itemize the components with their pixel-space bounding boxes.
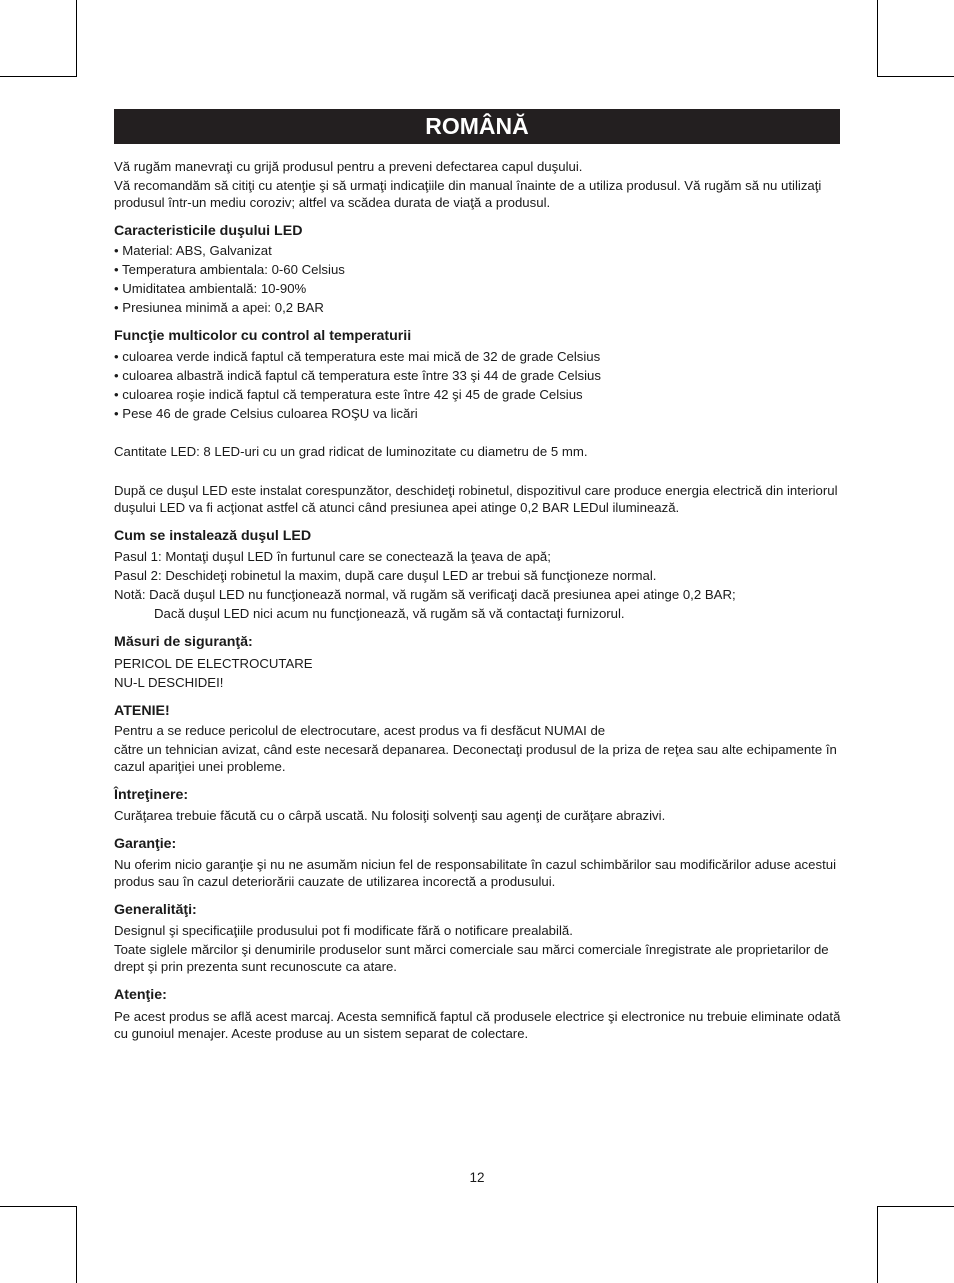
body-paragraph: Pe acest produs se află acest marcaj. Acesta semnifică faptul că produsele electrice şi electronice nu trebuie eliminate odată cu gunoiul menajer. Aceste produse au un sistem separat de colectare. bbox=[114, 1009, 841, 1041]
install-note: Dacă duşul LED nici acum nu funcţionează, vă rugăm să vă contactaţi furnizorul. bbox=[154, 606, 625, 621]
section-heading: Funcţie multicolor cu control al temperaturii bbox=[114, 328, 412, 344]
list-item: • Presiunea minimă a apei: 0,2 BAR bbox=[114, 300, 324, 315]
list-item: • Umiditatea ambientală: 10-90% bbox=[114, 281, 307, 296]
crop-mark bbox=[76, 0, 77, 76]
list-item: • Material: ABS, Galvanizat bbox=[114, 243, 272, 258]
body-paragraph: către un tehnician avizat, când este necesară depanarea. Deconectaţi produsul de la priza de reţea sau alte echipamente în cazul apariţiei unei probleme. bbox=[114, 742, 837, 774]
list-item: • culoarea albastră indică faptul că temperatura este între 33 şi 44 de grade Celsius bbox=[114, 368, 601, 383]
crop-mark bbox=[76, 1206, 77, 1283]
crop-mark bbox=[877, 1206, 954, 1207]
body-paragraph: Nu oferim nicio garanţie şi nu ne asumăm niciun fel de responsabilitate în cazul schimbărilor sau modificărilor aduse acestui produs sau în cazul deteriorării cauzate de utilizarea incorectă a produsului. bbox=[114, 857, 837, 889]
body-paragraph: Designul şi specificaţiile produsului pot fi modificate fără o notificare prealabilă. bbox=[114, 923, 573, 938]
language-header: ROMÂNĂ bbox=[114, 109, 840, 144]
section-heading: Măsuri de siguranţă: bbox=[114, 634, 253, 650]
install-step: Pasul 1: Montaţi duşul LED în furtunul care se conectează la ţeava de apă; bbox=[114, 549, 551, 564]
led-quantity: Cantitate LED: 8 LED-uri cu un grad ridicat de luminozitate cu diametru de 5 mm. bbox=[114, 444, 588, 459]
section-heading: Cum se instalează duşul LED bbox=[114, 528, 312, 544]
install-step: Pasul 2: Deschideţi robinetul la maxim, după care duşul LED ar trebui să funcţioneze normal. bbox=[114, 568, 657, 583]
intro-paragraph: Vă recomandăm să citiţi cu atenţie şi să urmaţi indicaţiile din manual înainte de a utiliza produsul. Vă rugăm să nu utilizaţi produsul într-un mediu coroziv; altfel va scădea durata de viaţă a produsul. bbox=[114, 178, 822, 210]
section-heading: Garanţie: bbox=[114, 836, 177, 852]
install-note: Notă: Dacă duşul LED nu funcţionează normal, vă rugăm să verificaţi dacă presiunea apei atinge 0,2 BAR; bbox=[114, 587, 736, 602]
section-heading: Caracteristicile duşului LED bbox=[114, 223, 303, 239]
section-heading: Atenţie: bbox=[114, 987, 167, 1003]
list-item: • culoarea verde indică faptul că temperatura este mai mică de 32 de grade Celsius bbox=[114, 349, 601, 364]
page-number: 12 bbox=[469, 1170, 485, 1185]
intro-paragraph: Vă rugăm manevraţi cu grijă produsul pentru a preveni defectarea capul duşului. bbox=[114, 159, 583, 174]
body-paragraph: Pentru a se reduce pericolul de electrocutare, acest produs va fi desfăcut NUMAI de bbox=[114, 723, 606, 738]
list-item: • Pese 46 de grade Celsius culoarea ROŞU va licări bbox=[114, 406, 418, 421]
section-heading: Întreţinere: bbox=[114, 787, 189, 803]
section-heading: Generalităţi: bbox=[114, 902, 197, 918]
crop-mark bbox=[877, 0, 878, 76]
body-paragraph: Toate siglele mărcilor şi denumirile produselor sunt mărci comerciale sau mărci comerciale înregistrate ale proprietarilor de drept şi prin prezenta sunt recunoscute ca atare. bbox=[114, 942, 829, 974]
manual-content bbox=[114, 158, 842, 1042]
safety-text: NU-L DESCHIDEI! bbox=[114, 675, 224, 690]
body-paragraph: Curăţarea trebuie făcută cu o cârpă uscată. Nu folosiţi solvenţi sau agenţi de curăţare abrazivi. bbox=[114, 808, 666, 823]
crop-mark bbox=[877, 1206, 878, 1283]
list-item: • culoarea roşie indică faptul că temperatura este între 42 şi 45 de grade Celsius bbox=[114, 387, 583, 402]
section-heading: ATENIE! bbox=[114, 703, 170, 719]
list-item: • Temperatura ambientala: 0-60 Celsius bbox=[114, 262, 345, 277]
safety-text: PERICOL DE ELECTROCUTARE bbox=[114, 656, 313, 671]
body-paragraph: După ce duşul LED este instalat corespunzător, deschideţi robinetul, dispozitivul care produce energia electrică din interiorul duşului LED va fi acţionat astfel că atunci când presiunea apei atinge 0,2 BAR LEDul iluminează. bbox=[114, 483, 838, 515]
crop-mark bbox=[877, 76, 954, 77]
crop-mark bbox=[0, 1206, 77, 1207]
crop-mark bbox=[0, 76, 77, 77]
